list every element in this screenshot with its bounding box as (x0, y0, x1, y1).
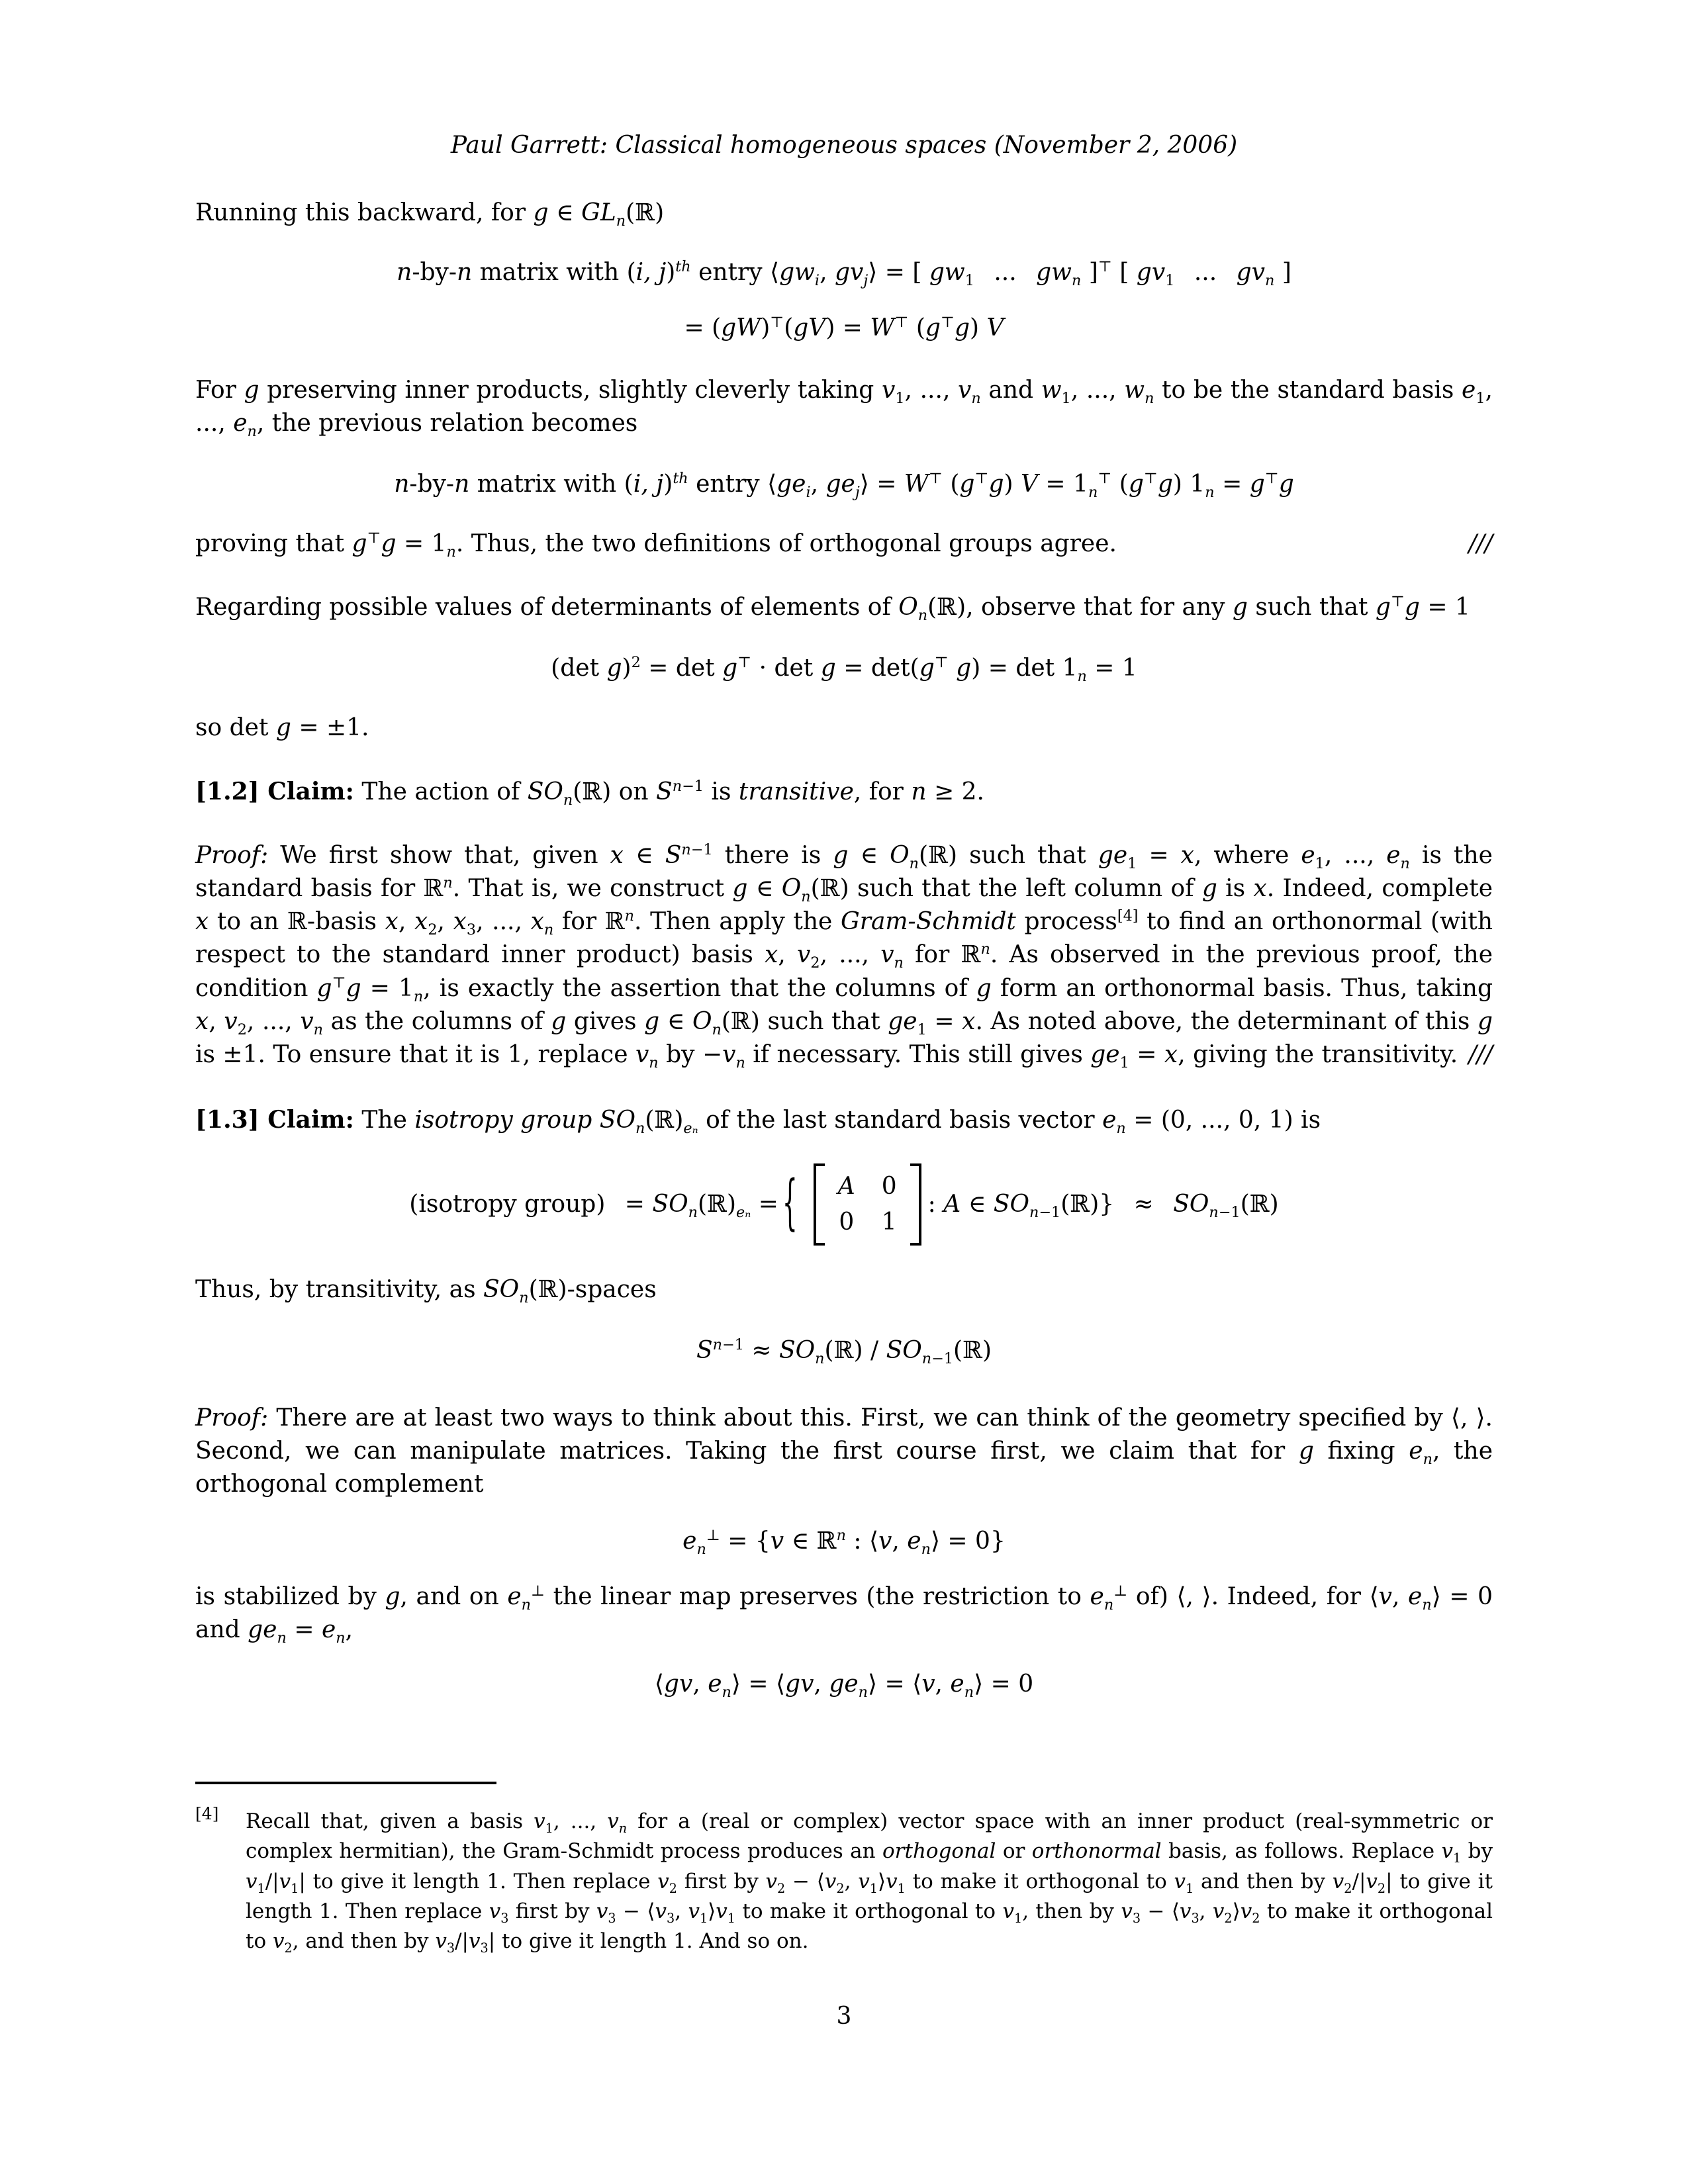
equation-matrix-entry-line2: = (gW)⊤(gV) = W⊤ (g⊤g) V (684, 314, 1004, 342)
matrix-cell-d: 1 (881, 1208, 897, 1236)
footnote-rule (195, 1782, 496, 1784)
paragraph-proving-orthogonal (195, 527, 1493, 561)
equation-sphere-quotient: $S^{n-1}$ ≈ $SO_n(ℝ)$ / $SO_{n-1}(ℝ)$ (696, 1336, 992, 1367)
claim-1-3-label: [1.3] Claim: (195, 1105, 354, 1134)
claim-1-3 (195, 1103, 1493, 1137)
matrix-right-bracket (910, 1163, 921, 1246)
footnote-4 (195, 1804, 1493, 1956)
matrix-cell-b: 0 (881, 1172, 897, 1200)
paragraph-stabilized: is stabilized by g, and on $e_n^\perp$ the linear map preserves (the restriction to $e_n^\perp$ of) ⟨, ⟩. Indeed, for ⟨v, $e_n⟩ = 0$ and $ge_n = e_n$, (195, 1582, 1493, 1647)
set-open-brace: { (782, 1169, 798, 1238)
block-matrix-2x2 (814, 1163, 921, 1246)
page-number: 3 (836, 2003, 852, 2030)
proof-1-2 (195, 839, 1493, 1071)
running-header: Paul Garrett: Classical homogeneous spaces (November 2, 2006) (450, 132, 1238, 159)
proof-1-3-text: There are at least two ways to think about this. First, we can think of the geometry specified by ⟨, ⟩. Second, we can manipulate matrices. Taking the first course first, we claim that for g fixing $e_n$, the orthogonal complement (195, 1404, 1493, 1498)
isotropy-equation-lhs: (isotropy group) = $SO_n(ℝ)_{e_n}$ = (409, 1190, 778, 1221)
equation-determinant: (det g)$^2$ = det g⊤ · det g = det(g⊤ $g) = \det 1_n = 1$ (551, 654, 1137, 686)
claim-1-2 (195, 775, 1493, 809)
footnote-4-text: Recall that, given a basis $v_1$, ..., $v_n$ for a (real or complex) vector space with an inner product (real-symmetric or complex hermitian), the Gram-Schmidt process produces an orthogonal or orthonormal basis, as follows. Replace $v_1$ by $v_1/|v_1|$ to give it length 1. Then replace $v_2$ first by $v_2$ − $⟨v_2$, $v_1⟩v_1$ to make it orthogonal to $v_1$ and then by $v_2/|v_2|$ to give it length 1. Then replace $v_3$ first by $v_3$ − $⟨v_3$, $v_1⟩v_1$ to make it orthogonal to $v_1$, then by $v_3$ − $⟨v_3$, $v_2⟩v_2$ to make it orthogonal to $v_2$, and then by $v_3/|v_3|$ to give it length 1. And so on. (246, 1809, 1493, 1956)
isotropy-equation-rhs: : A ∈ $SO_{n-1}(ℝ)$} ≈ $SO_{n-1}(ℝ)$ (927, 1190, 1279, 1221)
equation-matrix-entry-line1: n-by-n matrix with (i, j)$^{th}$ entry $⟨gw_i$, $gv_j⟩$ = [ $gw_1$ ... $gw_n$ ]⊤ [ $gv_1$ ... $gv_n$ ] (397, 258, 1291, 290)
page-content (195, 129, 1493, 1701)
paragraph-preserving-inner-products: For g preserving inner products, slightly cleverly taking $v_1$, ..., $v_n$ and $w_1$, ..., $w_n$ to be the standard basis $e_1$, ..., $e_n$, the previous relation becomes (195, 377, 1493, 441)
matrix-cell-a: A (837, 1172, 855, 1200)
paragraph-thus-transitivity: Thus, by transitivity, as $SO_n(ℝ)$-spaces (195, 1275, 657, 1306)
paragraph-text: proving that $g^⊤g = 1_n$. Thus, the two definitions of orthogonal groups agree. (195, 529, 1117, 561)
footnote-area (195, 1782, 1493, 1956)
footnote-4-mark: [4] (195, 1804, 219, 1823)
qed-mark-1: /// (1468, 530, 1493, 558)
equation-standard-basis-entry: n-by-n matrix with (i, j)$^{th}$ entry $⟨ge_i$, $ge_j⟩ = W^⊤$ (g⊤g) $V = 1_n^⊤$ (g⊤g) $1_n = g^⊤g$ (394, 470, 1294, 502)
matrix-left-bracket (814, 1163, 825, 1246)
matrix-cell-c: 0 (839, 1208, 855, 1236)
proof-1-3-label: Proof: (195, 1404, 269, 1432)
equation-isotropy-group (195, 1163, 1493, 1246)
paragraph-running-backward: Running this backward, for g ∈ $GL_n(ℝ)$ (195, 199, 665, 230)
equation-orthogonal-complement: $e_n^\perp = \{v$ ∈ ℝ$^n$ : ⟨v, $e_n⟩ = 0$} (682, 1526, 1006, 1559)
paragraph-so-det: so det g = ±1. (195, 714, 369, 742)
equation-inner-product-invariance: ⟨gv, $e_n⟩$ = ⟨gv, $ge_n⟩$ = ⟨v, $e_n⟩ = 0$ (654, 1670, 1034, 1702)
qed-mark-2: /// (1468, 1040, 1493, 1068)
claim-1-2-label: [1.2] Claim: (195, 778, 354, 806)
matrix-cells (825, 1163, 910, 1246)
proof-1-3 (195, 1402, 1493, 1501)
paragraph-regarding-determinants: Regarding possible values of determinants of elements of $O_n(ℝ)$, observe that for any g such that g⊤g = 1 (195, 593, 1470, 625)
proof-1-2-text: We first show that, given x ∈ $S^{n-1}$ there is g ∈ $O_n(ℝ)$ such that $ge_1 = x$, where $e_1$, ..., $e_n$ is the standard basis for ℝ$^n$. That is, we construct g ∈ $O_n(ℝ)$ such that the left column of g is x. Indeed, complete x to an ℝ-basis x, $x_2$, $x_3$, ..., $x_n$ for ℝ$^n$. Then apply the Gram-Schmidt process[4] to find an orthonormal (with respect to the standard inner product) basis x, $v_2$, ..., $v_n$ for ℝ$^n$. As observed in the previous proof, the condition $g^⊤g = 1_n$, is exactly the assertion that the columns of g form an orthonormal basis. Thus, taking x, $v_2$, ..., $v_n$ as the columns of g gives g ∈ $O_n(ℝ)$ such that $ge_1 = x$. As noted above, the determinant of this g is ±1. To ensure that it is 1, replace $v_n$ by $-v_n$ if necessary. This still gives $ge_1 = x$, giving the transitivity. (195, 841, 1493, 1071)
claim-1-2-text: The action of $SO_n(ℝ)$ on $S^{n-1}$ is transitive, for n ≥ 2. (353, 778, 984, 809)
claim-1-3-text: The isotropy group $SO_n(ℝ)_{e_n}$ of the last standard basis vector $e_n = (0$, ..., 0, 1) is (353, 1106, 1321, 1137)
proof-1-2-label: Proof: (195, 842, 269, 870)
